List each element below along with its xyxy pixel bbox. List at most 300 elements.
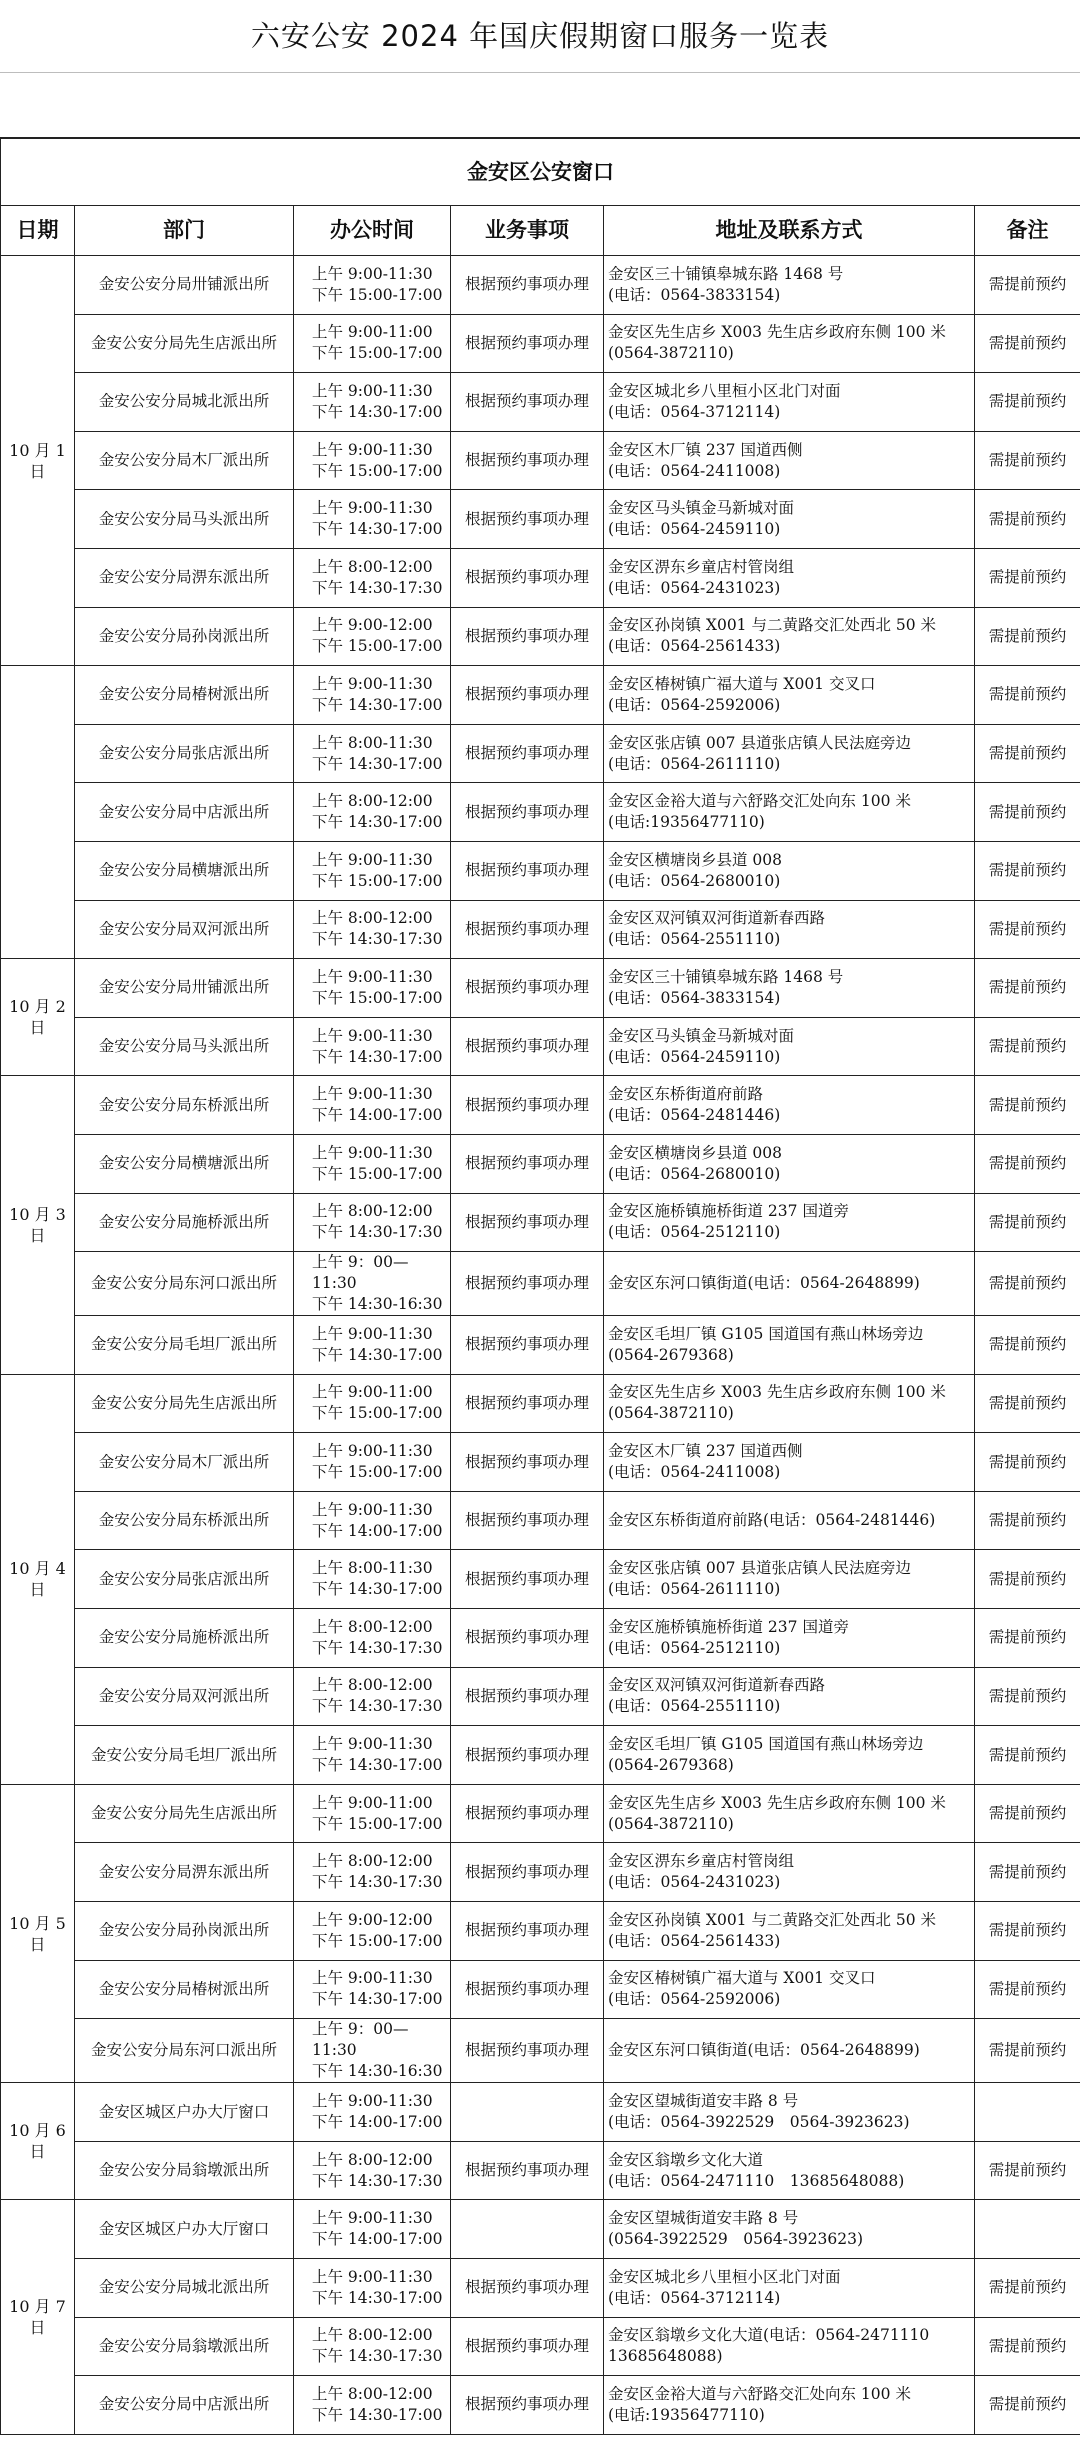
note-cell: 需提前预约 — [975, 1076, 1080, 1135]
address-line: 金安区淠东乡童店村管岗组 — [608, 1852, 795, 1871]
afternoon-hours: 下午 14:30-17:00 — [312, 695, 443, 714]
note-cell: 需提前预约 — [975, 1550, 1080, 1609]
afternoon-hours: 下午 14:30-17:00 — [312, 813, 443, 832]
afternoon-hours: 下午 15:00-17:00 — [312, 871, 443, 890]
hours-cell — [294, 1667, 451, 1726]
service-cell: 根据预约事项办理 — [451, 1252, 604, 1316]
header-row — [1, 206, 1080, 256]
service-cell: 根据预约事项办理 — [451, 841, 604, 900]
morning-hours: 上午 9:00-11:30 — [312, 1324, 433, 1343]
address-cell — [604, 2376, 975, 2435]
address-line: 金安区马头镇金马新城对面 — [608, 499, 795, 518]
table-row — [1, 607, 1080, 666]
hours-cell — [294, 548, 451, 607]
address-cell — [604, 959, 975, 1018]
afternoon-hours: 下午 14:30-17:00 — [312, 1580, 443, 1599]
table-row — [1, 1667, 1080, 1726]
address-line: 金安区木厂镇 237 国道西侧 — [608, 1442, 803, 1461]
contact-line: (0564-3872110) — [608, 1404, 734, 1423]
note-cell: 需提前预约 — [975, 1491, 1080, 1550]
morning-hours: 上午 9:00-11:30 — [312, 674, 433, 693]
address-cell — [604, 1784, 975, 1843]
dept-cell: 金安公安分局双河派出所 — [75, 900, 294, 959]
service-cell: 根据预约事项办理 — [451, 2019, 604, 2083]
address-line: 金安区金裕大道与六舒路交汇处向东 100 米 — [608, 2384, 911, 2403]
dept-cell: 金安公安分局翁墩派出所 — [75, 2317, 294, 2376]
date-cell: 10 月 6 日 — [1, 2083, 75, 2200]
note-cell: 需提前预约 — [975, 2317, 1080, 2376]
afternoon-hours: 下午 14:30-17:00 — [312, 1990, 443, 2009]
dept-cell: 金安公安分局城北派出所 — [75, 373, 294, 432]
hours-cell — [294, 2141, 451, 2200]
hours-cell — [294, 256, 451, 315]
address-line: 金安区城北乡八里桓小区北门对面 — [608, 2267, 841, 2286]
table-row — [1, 841, 1080, 900]
afternoon-hours: 下午 14:30-17:00 — [312, 2288, 443, 2307]
contact-line: (电话：0564-2411008) — [608, 461, 781, 480]
contact-line: (电话：0564-3712114) — [608, 2288, 781, 2307]
address-cell — [604, 2317, 975, 2376]
hours-cell — [294, 314, 451, 373]
note-cell: 需提前预约 — [975, 1134, 1080, 1193]
address-line: 金安区先生店乡 X003 先生店乡政府东侧 100 米 — [608, 1383, 946, 1402]
morning-hours: 上午 8:00-12:00 — [312, 2150, 433, 2169]
note-cell: 需提前预约 — [975, 1667, 1080, 1726]
hours-cell — [294, 1609, 451, 1668]
service-cell — [451, 2083, 604, 2142]
morning-hours: 上午 8:00-12:00 — [312, 2384, 433, 2403]
note-cell — [975, 2083, 1080, 2142]
date-cell: 10 月 5 日 — [1, 1784, 75, 2082]
contact-line: (电话：0564-2431023) — [608, 578, 781, 597]
service-cell: 根据预约事项办理 — [451, 256, 604, 315]
morning-hours: 上午 9:00-11:30 — [312, 381, 433, 400]
morning-hours: 上午 9:00-11:30 — [312, 1969, 433, 1988]
contact-line: (电话：0564-2680010) — [608, 1164, 781, 1183]
afternoon-hours: 下午 15:00-17:00 — [312, 1814, 443, 1833]
hours-cell — [294, 1902, 451, 1961]
service-cell: 根据预约事项办理 — [451, 1843, 604, 1902]
dept-cell: 金安公安分局椿树派出所 — [75, 1960, 294, 2019]
note-cell: 需提前预约 — [975, 2141, 1080, 2200]
address-line: 金安区马头镇金马新城对面 — [608, 1026, 795, 1045]
morning-hours: 上午 8:00-12:00 — [312, 1676, 433, 1695]
afternoon-hours: 下午 14:00-17:00 — [312, 1106, 443, 1125]
morning-hours: 上午 9:00-11:30 — [312, 1500, 433, 1519]
address-cell — [604, 1491, 975, 1550]
service-cell: 根据预约事项办理 — [451, 314, 604, 373]
address-cell — [604, 724, 975, 783]
address-line: 金安区望城街道安丰路 8 号 — [608, 2209, 799, 2228]
dept-cell: 金安公安分局城北派出所 — [75, 2259, 294, 2318]
note-cell: 需提前预约 — [975, 607, 1080, 666]
morning-hours: 上午 9:00-11:30 — [312, 2209, 433, 2228]
note-cell: 需提前预约 — [975, 2376, 1080, 2435]
note-cell: 需提前预约 — [975, 2019, 1080, 2083]
table-row — [1, 2317, 1080, 2376]
contact-line: (电话：0564-2551110) — [608, 930, 781, 949]
service-cell: 根据预约事项办理 — [451, 1316, 604, 1375]
afternoon-hours: 下午 14:30-17:30 — [312, 2347, 443, 2366]
address-cell — [604, 1316, 975, 1375]
table-row — [1, 1960, 1080, 2019]
note-cell: 需提前预约 — [975, 256, 1080, 315]
note-cell: 需提前预约 — [975, 1843, 1080, 1902]
address-line: 金安区先生店乡 X003 先生店乡政府东侧 100 米 — [608, 323, 946, 342]
schedule-table — [0, 137, 1080, 2435]
table-row — [1, 490, 1080, 549]
morning-hours: 上午 8:00-12:00 — [312, 909, 433, 928]
afternoon-hours: 下午 14:30-16:30 — [312, 2062, 443, 2081]
table-row — [1, 1902, 1080, 1961]
morning-hours: 上午 9:00-12:00 — [312, 1910, 433, 1929]
hours-cell — [294, 607, 451, 666]
dept-cell: 金安公安分局椿树派出所 — [75, 666, 294, 725]
dept-cell: 金安公安分局先生店派出所 — [75, 1784, 294, 1843]
header-address: 地址及联系方式 — [604, 206, 975, 256]
morning-hours: 上午 9:00-11:00 — [312, 1383, 433, 1402]
table-row — [1, 2083, 1080, 2142]
table-row — [1, 1134, 1080, 1193]
contact-line: (电话：0564-2561433) — [608, 637, 781, 656]
afternoon-hours: 下午 15:00-17:00 — [312, 461, 443, 480]
note-cell: 需提前预约 — [975, 1902, 1080, 1961]
hours-cell — [294, 1076, 451, 1135]
address-cell — [604, 1252, 975, 1316]
morning-hours: 上午 8:00-12:00 — [312, 1617, 433, 1636]
service-cell: 根据预约事项办理 — [451, 490, 604, 549]
service-cell: 根据预约事项办理 — [451, 2141, 604, 2200]
afternoon-hours: 下午 14:30-17:00 — [312, 2405, 443, 2424]
contact-line: (电话：0564-3833154) — [608, 285, 781, 304]
contact-line: (0564-3872110) — [608, 344, 734, 363]
hours-cell — [294, 2083, 451, 2142]
address-line: 金安区东河口镇街道(电话：0564-2648899) — [608, 2041, 920, 2060]
contact-line: (电话：0564-2431023) — [608, 1873, 781, 1892]
hours-cell — [294, 900, 451, 959]
contact-line: (电话：0564-2592006) — [608, 1990, 781, 2009]
page-title: 六安公安 2024 年国庆假期窗口服务一览表 — [250, 19, 830, 53]
contact-line: (0564-2679368) — [608, 1756, 734, 1775]
note-cell: 需提前预约 — [975, 1316, 1080, 1375]
table-row — [1, 2019, 1080, 2083]
address-line: 金安区望城街道安丰路 8 号 — [608, 2092, 799, 2111]
service-cell: 根据预约事项办理 — [451, 2376, 604, 2435]
service-cell: 根据预约事项办理 — [451, 1902, 604, 1961]
afternoon-hours: 下午 14:30-17:30 — [312, 1223, 443, 1242]
address-line: 金安区淠东乡童店村管岗组 — [608, 557, 795, 576]
address-line: 金安区毛坦厂镇 G105 国道国有燕山林场旁边 — [608, 1735, 924, 1754]
afternoon-hours: 下午 15:00-17:00 — [312, 1164, 443, 1183]
contact-line: (电话：0564-2411008) — [608, 1463, 781, 1482]
hours-cell — [294, 2376, 451, 2435]
contact-line: (电话：0564-2680010) — [608, 871, 781, 890]
date-cell: 10 月 3 日 — [1, 1076, 75, 1374]
address-cell — [604, 431, 975, 490]
service-cell: 根据预约事项办理 — [451, 1374, 604, 1433]
address-line: 金安区椿树镇广福大道与 X001 交叉口 — [608, 674, 876, 693]
address-cell — [604, 1726, 975, 1785]
dept-cell: 金安区城区户办大厅窗口 — [75, 2083, 294, 2142]
header-service: 业务事项 — [451, 206, 604, 256]
date-cell: 10 月 4 日 — [1, 1374, 75, 1784]
hours-cell — [294, 1316, 451, 1375]
note-cell: 需提前预约 — [975, 1193, 1080, 1252]
morning-hours: 上午 8:00-12:00 — [312, 2326, 433, 2345]
morning-hours: 上午 8:00-11:30 — [312, 1559, 433, 1578]
dept-cell: 金安公安分局双河派出所 — [75, 1667, 294, 1726]
address-line: 金安区横塘岗乡县道 008 — [608, 850, 783, 869]
service-cell: 根据预约事项办理 — [451, 724, 604, 783]
morning-hours: 上午 8:00-12:00 — [312, 792, 433, 811]
afternoon-hours: 下午 14:30-17:00 — [312, 520, 443, 539]
header-hours: 办公时间 — [294, 206, 451, 256]
address-cell — [604, 314, 975, 373]
address-cell — [604, 2019, 975, 2083]
morning-hours: 上午 9:00-11:30 — [312, 264, 433, 283]
morning-hours: 上午 8:00-11:30 — [312, 733, 433, 752]
contact-line: (电话：0564-3833154) — [608, 988, 781, 1007]
table-row — [1, 783, 1080, 842]
service-cell: 根据预约事项办理 — [451, 1134, 604, 1193]
afternoon-hours: 下午 15:00-17:00 — [312, 1931, 443, 1950]
contact-line: (0564-3922529 0564-3923623) — [608, 2230, 864, 2249]
note-cell: 需提前预约 — [975, 1726, 1080, 1785]
table-row — [1, 1252, 1080, 1316]
service-cell — [451, 2200, 604, 2259]
afternoon-hours: 下午 15:00-17:00 — [312, 1404, 443, 1423]
service-cell: 根据预约事项办理 — [451, 1076, 604, 1135]
service-cell: 根据预约事项办理 — [451, 1550, 604, 1609]
table-row — [1, 1843, 1080, 1902]
table-row — [1, 2200, 1080, 2259]
dept-cell: 金安公安分局东河口派出所 — [75, 1252, 294, 1316]
hours-cell — [294, 724, 451, 783]
table-row — [1, 1316, 1080, 1375]
service-cell: 根据预约事项办理 — [451, 959, 604, 1018]
address-cell — [604, 2200, 975, 2259]
service-cell: 根据预约事项办理 — [451, 1960, 604, 2019]
dept-cell: 金安公安分局孙岗派出所 — [75, 1902, 294, 1961]
hours-cell — [294, 373, 451, 432]
table-row — [1, 1609, 1080, 1668]
date-cell: 10 月 2 日 — [1, 959, 75, 1076]
contact-line: (0564-3872110) — [608, 1814, 734, 1833]
address-cell — [604, 1960, 975, 2019]
address-line: 金安区木厂镇 237 国道西侧 — [608, 440, 803, 459]
table-body — [1, 138, 1080, 2434]
service-cell: 根据预约事项办理 — [451, 1784, 604, 1843]
hours-cell — [294, 1726, 451, 1785]
date-cell: 10 月 7 日 — [1, 2200, 75, 2434]
note-cell: 需提前预约 — [975, 2259, 1080, 2318]
service-cell: 根据预约事项办理 — [451, 1433, 604, 1492]
contact-line: (电话：0564-2611110) — [608, 754, 781, 773]
dept-cell: 金安公安分局木厂派出所 — [75, 431, 294, 490]
morning-hours: 上午 9:00-11:30 — [312, 499, 433, 518]
table-row — [1, 373, 1080, 432]
hours-cell — [294, 783, 451, 842]
note-cell: 需提前预约 — [975, 959, 1080, 1018]
table-row — [1, 1076, 1080, 1135]
note-cell: 需提前预约 — [975, 783, 1080, 842]
service-cell: 根据预约事项办理 — [451, 1017, 604, 1076]
address-cell — [604, 666, 975, 725]
morning-hours: 上午 9:00-11:30 — [312, 2267, 433, 2286]
note-cell: 需提前预约 — [975, 1784, 1080, 1843]
hours-cell — [294, 1134, 451, 1193]
morning-hours: 上午 9:00-11:30 — [312, 850, 433, 869]
address-cell — [604, 900, 975, 959]
table-row — [1, 548, 1080, 607]
hours-cell — [294, 1960, 451, 2019]
afternoon-hours: 下午 15:00-17:00 — [312, 285, 443, 304]
address-cell — [604, 548, 975, 607]
address-line: 金安区椿树镇广福大道与 X001 交叉口 — [608, 1969, 876, 1988]
table-row — [1, 1784, 1080, 1843]
note-cell: 需提前预约 — [975, 724, 1080, 783]
address-cell — [604, 1193, 975, 1252]
afternoon-hours: 下午 14:00-17:00 — [312, 1521, 443, 1540]
table-row — [1, 2259, 1080, 2318]
afternoon-hours: 下午 15:00-17:00 — [312, 988, 443, 1007]
address-line: 金安区三十铺镇皋城东路 1468 号 — [608, 264, 844, 283]
contact-line: (电话:19356477110) — [608, 813, 765, 832]
morning-hours: 上午 9:00-11:30 — [312, 2092, 433, 2111]
note-cell: 需提前预约 — [975, 1252, 1080, 1316]
service-cell: 根据预约事项办理 — [451, 1726, 604, 1785]
morning-hours: 上午 8:00-12:00 — [312, 557, 433, 576]
note-cell: 需提前预约 — [975, 431, 1080, 490]
address-cell — [604, 373, 975, 432]
service-cell: 根据预约事项办理 — [451, 1609, 604, 1668]
note-cell: 需提前预约 — [975, 900, 1080, 959]
morning-hours: 上午 9:00-11:30 — [312, 1735, 433, 1754]
dept-cell: 金安公安分局东桥派出所 — [75, 1076, 294, 1135]
header-date: 日期 — [1, 206, 75, 256]
service-cell: 根据预约事项办理 — [451, 431, 604, 490]
afternoon-hours: 下午 15:00-17:00 — [312, 1463, 443, 1482]
service-cell: 根据预约事项办理 — [451, 900, 604, 959]
service-cell: 根据预约事项办理 — [451, 783, 604, 842]
contact-line: (电话：0564-2481446) — [608, 1106, 781, 1125]
service-cell: 根据预约事项办理 — [451, 548, 604, 607]
dept-cell: 金安公安分局施桥派出所 — [75, 1609, 294, 1668]
address-line: 金安区孙岗镇 X001 与二黄路交汇处西北 50 米 — [608, 616, 937, 635]
header-note: 备注 — [975, 206, 1080, 256]
contact-line: (电话：0564-2459110) — [608, 1047, 781, 1066]
address-cell — [604, 1374, 975, 1433]
service-cell: 根据预约事项办理 — [451, 373, 604, 432]
hours-cell — [294, 1252, 451, 1316]
hours-cell — [294, 1193, 451, 1252]
contact-line: (电话：0564-2561433) — [608, 1931, 781, 1950]
dept-cell: 金安公安分局中店派出所 — [75, 2376, 294, 2435]
address-cell — [604, 1076, 975, 1135]
dept-cell: 金安公安分局先生店派出所 — [75, 314, 294, 373]
address-line: 金安区张店镇 007 县道张店镇人民法庭旁边 — [608, 733, 911, 752]
hours-cell — [294, 959, 451, 1018]
afternoon-hours: 下午 14:30-17:00 — [312, 1345, 443, 1364]
dept-cell: 金安区城区户办大厅窗口 — [75, 2200, 294, 2259]
table-row — [1, 1550, 1080, 1609]
contact-line: (电话：0564-2611110) — [608, 1580, 781, 1599]
note-cell: 需提前预约 — [975, 373, 1080, 432]
contact-line: (0564-2679368) — [608, 1345, 734, 1364]
address-cell — [604, 783, 975, 842]
dept-cell: 金安公安分局孙岗派出所 — [75, 607, 294, 666]
note-cell: 需提前预约 — [975, 548, 1080, 607]
address-line: 金安区双河镇双河街道新春西路 — [608, 909, 826, 928]
note-cell: 需提前预约 — [975, 1374, 1080, 1433]
address-cell — [604, 1609, 975, 1668]
table-row — [1, 2141, 1080, 2200]
service-cell: 根据预约事项办理 — [451, 2317, 604, 2376]
table-row — [1, 314, 1080, 373]
morning-hours: 上午 8:00-12:00 — [312, 1852, 433, 1871]
service-cell: 根据预约事项办理 — [451, 1491, 604, 1550]
contact-line: (电话：0564-3922529 0564-3923623) — [608, 2113, 910, 2132]
hours-cell — [294, 1433, 451, 1492]
address-line: 金安区施桥镇施桥街道 237 国道旁 — [608, 1202, 849, 1221]
contact-line: (电话：0564-2592006) — [608, 695, 781, 714]
address-cell — [604, 256, 975, 315]
address-line: 金安区施桥镇施桥街道 237 国道旁 — [608, 1617, 849, 1636]
note-cell: 需提前预约 — [975, 490, 1080, 549]
address-cell — [604, 1017, 975, 1076]
address-line: 金安区翁墩乡文化大道 — [608, 2150, 764, 2169]
hours-cell — [294, 1843, 451, 1902]
dept-cell: 金安公安分局横塘派出所 — [75, 841, 294, 900]
address-line: 金安区翁墩乡文化大道(电话：0564-2471110 — [608, 2326, 930, 2345]
table-row — [1, 1017, 1080, 1076]
note-cell: 需提前预约 — [975, 1960, 1080, 2019]
afternoon-hours: 下午 14:00-17:00 — [312, 2230, 443, 2249]
note-cell: 需提前预约 — [975, 666, 1080, 725]
address-line: 金安区东桥街道府前路 — [608, 1085, 764, 1104]
hours-cell — [294, 841, 451, 900]
address-line: 金安区东桥街道府前路(电话：0564-2481446) — [608, 1511, 936, 1530]
hours-cell — [294, 2317, 451, 2376]
dept-cell: 金安公安分局横塘派出所 — [75, 1134, 294, 1193]
hours-cell — [294, 1374, 451, 1433]
address-cell — [604, 2259, 975, 2318]
table-row — [1, 959, 1080, 1018]
table-row — [1, 724, 1080, 783]
contact-line: (电话：0564-2512110) — [608, 1223, 781, 1242]
hours-cell — [294, 1784, 451, 1843]
contact-line: (电话：0564-3712114) — [608, 402, 781, 421]
hours-cell — [294, 431, 451, 490]
dept-cell: 金安公安分局马头派出所 — [75, 490, 294, 549]
service-cell: 根据预约事项办理 — [451, 1667, 604, 1726]
dept-cell: 金安公安分局东桥派出所 — [75, 1491, 294, 1550]
morning-hours: 上午 9:00-11:00 — [312, 323, 433, 342]
address-cell — [604, 1843, 975, 1902]
afternoon-hours: 下午 14:30-17:00 — [312, 1756, 443, 1775]
table-row — [1, 1374, 1080, 1433]
morning-hours: 上午 9:00-11:30 — [312, 1026, 433, 1045]
address-cell — [604, 2141, 975, 2200]
address-line: 金安区金裕大道与六舒路交汇处向东 100 米 — [608, 792, 911, 811]
dept-cell: 金安公安分局张店派出所 — [75, 1550, 294, 1609]
table-row — [1, 2376, 1080, 2435]
contact-line: (电话：0564-2471110 13685648088) — [608, 2171, 905, 2190]
address-cell — [604, 1134, 975, 1193]
service-cell: 根据预约事项办理 — [451, 1193, 604, 1252]
service-cell: 根据预约事项办理 — [451, 666, 604, 725]
hours-cell — [294, 666, 451, 725]
